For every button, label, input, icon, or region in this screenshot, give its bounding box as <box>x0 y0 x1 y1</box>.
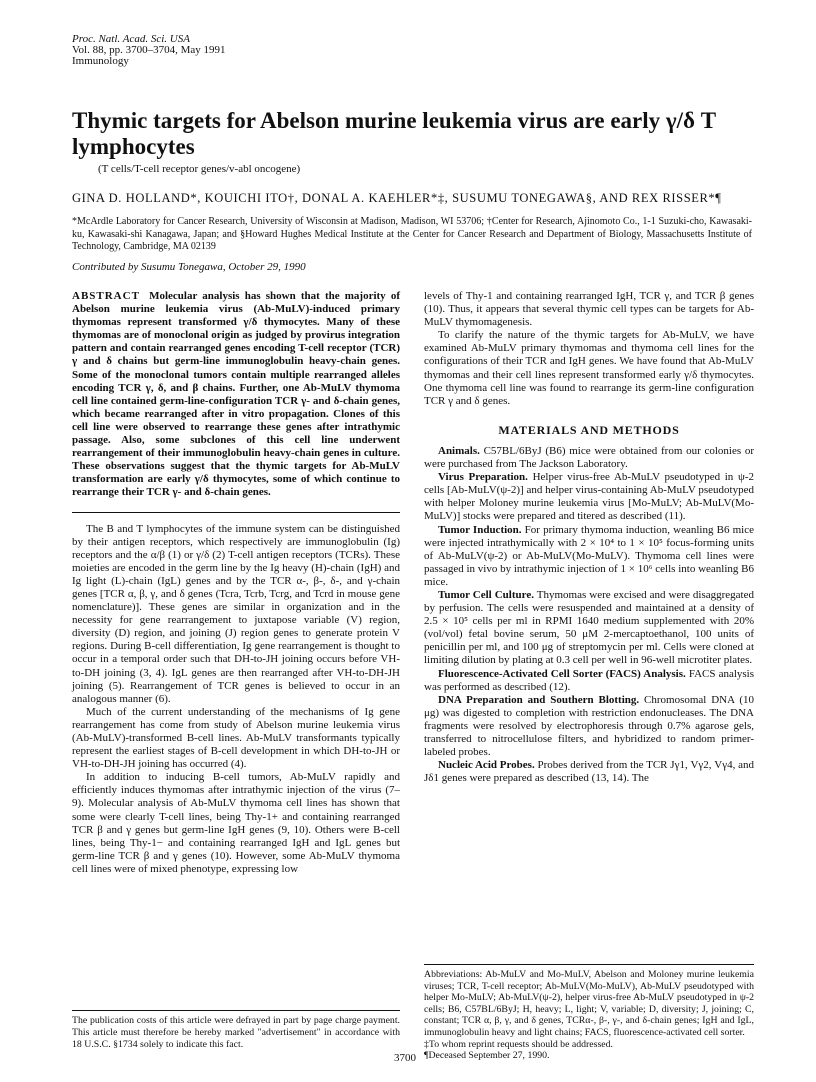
publication-cost-footnote <box>72 1010 400 1051</box>
methods-runin-head: Virus Preparation. <box>438 471 528 484</box>
journal-name: Proc. Natl. Acad. Sci. USA <box>72 33 190 45</box>
body-paragraph: To clarify the nature of the thymic targets for Ab-MuLV, we have examined Ab-MuLV primary thymomas and thymoma cell lines for the configurations of their TCR and IgH genes. We have found that Ab-MuLV thymomas and their cell lines represent transformed early γ/δ thymocytes. One thymoma cell line was found to rearrange its germ-line configuration TCR γ and δ genes. <box>424 329 754 407</box>
body-paragraph: The B and T lymphocytes of the immune system can be distinguished by their antigen receptors, which respectively are immunoglobulin (Ig) receptors and the α/β (1) or γ/δ (2) T-cell antigen receptors (TCRs). These moieties are encoded in the germ line by the Ig heavy (H)-chain (IgH) and Ig light (L)-chain (IgL) genes and by the TCR α-, β-, δ-, and γ-chain genes [TCR α, β, γ, and δ genes (Tcra, Tcrb, Tcrg, and Tcrd in mouse gene nomenclature)]. These genes are similar in organization and in the necessity for gene rearrangement to juxtapose variable (V) region, diversity (D) region, and joining (J) region genes to generate protein V regions. During B-cell differentiation, Ig gene rearrangement is thought to occur in a temporal order such that DH-to-JH joining occurs before VH-to-DH joining (3, 4). IgL genes are then rearranged after VH-to-DH-JH joining (5). Rearrangement of TCR genes is believed to occur in an analogous manner (6). <box>72 522 400 705</box>
affiliations: *McArdle Laboratory for Cancer Research, University of Wisconsin at Madison, Madison, WI 53706; †Center for Research, Ajinomoto Co., 1-1 Suzuki-cho, Kawasaki-ku, Kawasaki-shi Kanagawa, Japan; and §Howard Hughes Medical Institute at the Center for Cancer Research and Department of Biology, Massachusetts Institute of Technology, Cambridge, MA 02139 <box>72 216 752 252</box>
right-column <box>424 290 754 785</box>
methods-text: Thymomas were excised and were disaggregated by perfusion. The cells were resuspended and maintained at a density of 2.5 × 10⁵ cells per ml in RPMI 1640 medium supplemented with 20% (vol/vol) fetal bovine serum, 50 μM 2-mercaptoethanol, 100 units of penicillin per ml, and 100 μg of streptomycin per ml. Cells were cloned at limiting dilution by plating at 0.3 cell per well in 96-well microtiter plates. <box>424 588 754 667</box>
methods-runin-head: Animals. <box>438 444 480 457</box>
author-list: GINA D. HOLLAND*, KOUICHI ITO†, DONAL A. KAEHLER*‡, SUSUMU TONEGAWA§, AND REX RISSER*¶ <box>72 191 722 205</box>
methods-runin-head: Tumor Cell Culture. <box>438 588 534 601</box>
methods-paragraph <box>424 759 754 785</box>
methods-paragraph <box>424 445 754 471</box>
section-name: Immunology <box>72 55 129 67</box>
methods-text: Helper virus-free Ab-MuLV pseudotyped in ψ-2 cells [Ab-MuLV(ψ-2)] and helper virus-containing Ab-MuLV pseudotyped with helper Moloney murine leukemia virus [Mo-MuLV; Ab-MuLV(Mo-MuLV)] stocks were prepared and titered as described (11). <box>424 471 755 523</box>
deceased-footnote: ¶Deceased September 27, 1990. <box>424 1050 550 1062</box>
abstract-divider <box>72 512 400 513</box>
methods-runin-head: Tumor Induction. <box>438 523 522 536</box>
body-paragraph: Much of the current understanding of the mechanisms of Ig gene rearrangement has come from study of Abelson murine leukemia virus (Ab-MuLV)-transformed B-cell lines. Ab-MuLV transformants typically represent the earliest stages of B-cell development in which DH-to-JH or VH-to-DH-JH joining has occurred (4). <box>72 705 400 771</box>
body-paragraph: levels of Thy-1 and containing rearranged IgH, TCR γ, and TCR β genes (10). Thus, it appears that several thymic cell types can be targets for Ab-MuLV thymomagenesis. <box>424 290 754 329</box>
volume-info: Vol. 88, pp. 3700–3704, May 1991 <box>72 44 226 56</box>
methods-runin-head: Nucleic Acid Probes. <box>438 759 535 772</box>
article-title: Thymic targets for Abelson murine leukemia virus are early γ/δ T lymphocytes <box>72 108 716 159</box>
left-column <box>72 290 400 876</box>
methods-paragraph <box>424 524 754 589</box>
abbreviations-footnote <box>424 964 754 1062</box>
methods-text: Chromosomal DNA (10 μg) was digested to completion with restriction endonucleases. The DNA fragments were resolved by electrophoresis through 0.7% agarose gels, transferred to nitrocellulose filters, and hybridized to random primer-labeled probes. <box>424 693 755 759</box>
footnote-rule <box>424 964 754 965</box>
contributed-by: Contributed by Susumu Tonegawa, October 29, 1990 <box>72 261 306 273</box>
methods-paragraph <box>424 668 754 694</box>
methods-text: For primary thymoma induction, weanling B6 mice were injected intrathymically with 2 × 10⁴ to 1 × 10⁵ focus-forming units of Ab-MuLV(ψ-2) or Ab-MuLV(Mo-MuLV). Thymoma cell lines were passaged in vivo by intrathymic injection of 1 × 10⁶ cells into weanling B6 mice. <box>424 523 754 588</box>
footnote-rule <box>72 1010 400 1011</box>
methods-paragraph <box>424 471 754 523</box>
methods-runin-head: DNA Preparation and Southern Blotting. <box>438 693 640 706</box>
reprint-footnote: ‡To whom reprint requests should be addressed. <box>424 1038 613 1050</box>
methods-paragraph <box>424 589 754 668</box>
methods-runin-head: Fluorescence-Activated Cell Sorter (FACS) Analysis. <box>438 667 686 680</box>
abbreviations-text: Abbreviations: Ab-MuLV and Mo-MuLV, Abelson and Moloney murine leukemia viruses; TCR, T-cell receptor; Ab-MuLV(Mo-MuLV), Ab-MuLV pseudotyped with helper Mo-MuLV; Ab-MuLV(ψ-2), helper virus-free Ab-MuLV pseudotyped in ψ-2 cells; B6, C57BL/6ByJ; H, heavy; L, light; V, variable; D, diversity; J, joining; C, constant; TCR α, β, γ, and δ genes, TCRα-, β-, γ-, and δ-chain genes; IgH and IgL, immunoglobulin heavy and light chains; FACS, fluorescence-activated cell sorter. <box>424 969 754 1038</box>
body-paragraph: In addition to inducing B-cell tumors, Ab-MuLV rapidly and efficiently induces thymomas after intrathymic injection of the virus (7–9). Molecular analysis of Ab-MuLV thymoma cell lines has shown that some were clearly T-cell lines, being Thy-1+ and containing rearranged TCR β and γ genes but germ-line IgH genes (9, 10). Others were B-cell lines, being Thy-1− and containing rearranged IgH and IgL genes but germ-line TCR β and γ genes (10). However, some Ab-MuLV thymoma cell lines were of mixed phenotype, expressing low <box>72 771 400 875</box>
section-heading: MATERIALS AND METHODS <box>498 422 680 437</box>
methods-text: Probes derived from the TCR Jγ1, Vγ2, Vγ4, and Jδ1 genes were prepared as described (13, 14). The <box>424 759 755 785</box>
masthead <box>72 34 226 67</box>
keywords: (T cells/T-cell receptor genes/v-abl oncogene) <box>98 163 301 175</box>
methods-paragraph <box>424 694 754 759</box>
abstract-text: Molecular analysis has shown that the majority of Abelson murine leukemia virus (Ab-MuLV)-induced primary thymomas represent transformed γ/δ thymocytes. Many of these thymomas are of monoclonal origin as judged by provirus integration pattern and contain rearranged genes encoding T-cell receptor (TCR) γ and δ chains but germ-line immunoglobulin heavy-chain genes. Some of the monoclonal tumors contain multiple rearranged alleles encoding TCR γ, δ, and β chains. Further, one Ab-MuLV thymoma cell line contained germ-line-configuration TCR γ- and δ-chain genes, which became rearranged after in vitro propagation. Clones of this cell line were observed to rearrange these genes after intrathymic passage. Also, some subclones of this cell line underwent rearrangement of their immunoglobulin heavy-chain genes in culture. These observations suggest that the thymic targets for Ab-MuLV transformation are early γ/δ thymocytes, some of which continue to rearrange their TCR γ- and δ-chain genes. <box>72 290 400 499</box>
page-number: 3700 <box>394 1052 416 1064</box>
publication-cost-text: The publication costs of this article were defrayed in part by page charge payment. This article must therefore be hereby marked "advertisement" in accordance with 18 U.S.C. §1734 solely to indicate this fact. <box>72 1015 400 1050</box>
abstract-label: ABSTRACT <box>72 290 140 302</box>
abstract <box>72 290 400 500</box>
methods-text: C57BL/6ByJ (B6) mice were obtained from our colonies or were purchased from The Jackson Laboratory. <box>424 444 754 471</box>
methods-text: FACS analysis was performed as described (12). <box>424 667 755 693</box>
